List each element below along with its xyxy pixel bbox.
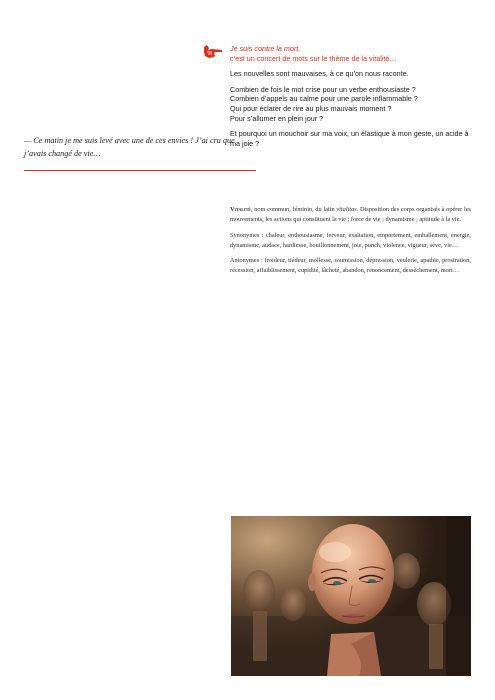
definition-headword: Vitalité xyxy=(230,206,251,213)
definition-block xyxy=(230,205,471,282)
intro-title-line2: c’est un concert de mots sur le thème de la vitalité… xyxy=(230,53,397,63)
definition-paragraph xyxy=(230,205,471,226)
intro-news-line: Les nouvelles sont mauvaises, à ce qu’on nous raconte. xyxy=(230,69,409,79)
intro-questions xyxy=(230,85,470,123)
synonyms-paragraph: Synonymes : chaleur, enthousiasme, ferveur, exaltation, emportement, emballement, énergie, dynamisme, audace, hardiesse, bouillonnement, joie, punch, violence, vigueur, sève, vie… xyxy=(230,231,471,249)
red-hand-logo-icon xyxy=(203,44,223,60)
definition-text-before-latin: , nom commun, féminin, du latin xyxy=(250,206,337,213)
mannequin-head-photo xyxy=(231,516,471,676)
pull-quote: — Ce matin je me suis levé avec une de ces envies ! J’ai cru que j’avais changé de vie… xyxy=(24,136,235,158)
intro-question: Qui pour éclater de rire au plus mauvais moment ? xyxy=(230,103,392,113)
intro-question: Combien de fois le mot crise pour un verbe enthousiaste ? xyxy=(230,84,416,94)
intro-question: Pour s’allumer en plein jour ? xyxy=(230,113,324,123)
quote-divider xyxy=(24,170,256,171)
definition-latin-word: vitalitas xyxy=(336,206,357,213)
intro-title-line1: Je suis contre la mort, xyxy=(230,44,301,53)
intro-question: Combien d’appels au calme pour une parole inflammable ? xyxy=(230,94,418,104)
intro-text-block xyxy=(230,44,470,148)
intro-closing-question: Et pourquoi un mouchoir sur ma voix, un élastique à mon geste, un acide à ma joie ? xyxy=(230,129,469,148)
definition-text-after-latin: . Disposition des corps organisés à opérer les mouvements, les actions qui constituent la vie ; force de vie ; dynamisme ; aptitude à la vie. xyxy=(230,206,471,224)
antonyms-paragraph: Antonymes : froideur, tiédeur, mollesse, soumission, dépression, veulerie, apathie, prostration, récession, affaiblissement, cupidité, lâcheté, abandon, renoncement, dessèchement, mort… xyxy=(230,257,471,275)
